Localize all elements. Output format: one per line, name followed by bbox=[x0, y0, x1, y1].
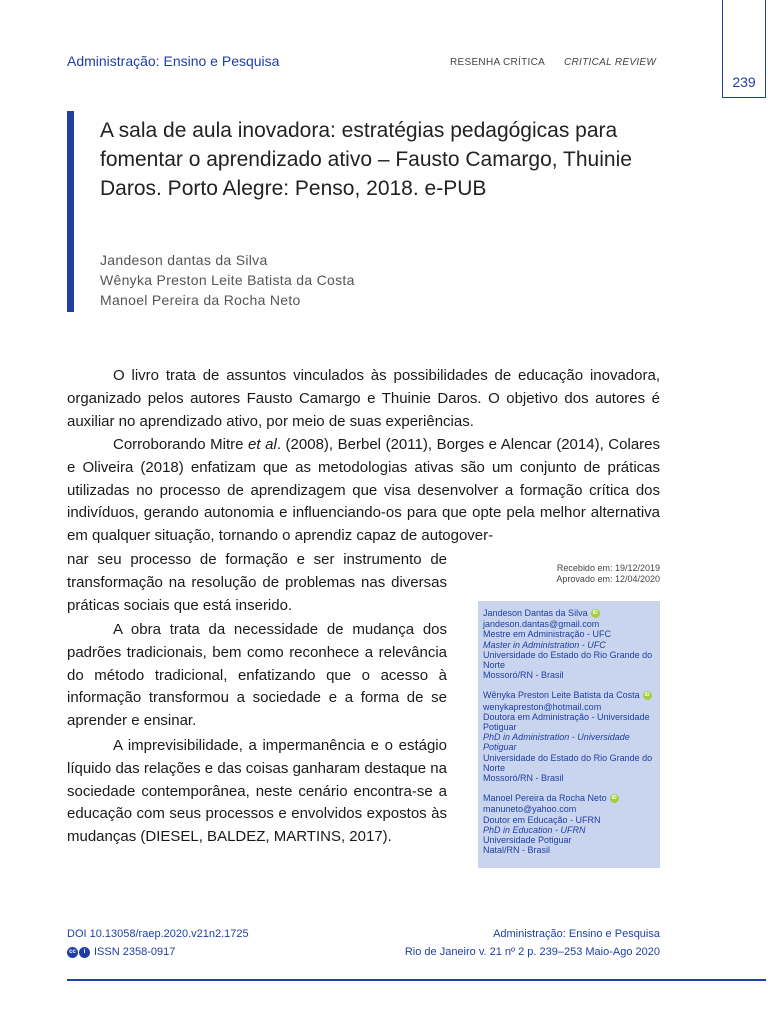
submission-dates bbox=[500, 563, 660, 585]
author-institution: Universidade Potiguar bbox=[483, 835, 572, 846]
author-city: Natal/RN - Brasil bbox=[483, 845, 551, 856]
author-info-name bbox=[483, 793, 654, 803]
paragraph-1: O livro trata de assuntos vinculados às possibilidades de educação inovadora, organizado pelos autores Fausto Camargo e Thuinie Daros. O objetivo dos autores é auxiliar no aprendizado ativo, por meio de suas experiências. bbox=[67, 367, 660, 430]
page-number-box bbox=[722, 0, 766, 98]
author-info-name-text: Jandeson Dantas da Silva bbox=[483, 608, 588, 618]
orcid-icon[interactable]: iD bbox=[611, 795, 617, 802]
author-name: Manoel Pereira da Rocha Neto bbox=[100, 292, 301, 308]
license-icons[interactable] bbox=[67, 947, 90, 958]
author-degree-en: PhD in Administration - Universidade Potiguar bbox=[483, 732, 630, 753]
author-degree: Doutora em Administração - Universidade Potiguar bbox=[483, 711, 650, 733]
issn-line bbox=[67, 946, 175, 958]
author-degree-en: Master in Administration - UFC bbox=[483, 639, 606, 650]
section-label-en: CRITICAL REVIEW bbox=[564, 57, 657, 68]
paragraph-2-text: Corroborando Mitre bbox=[113, 436, 249, 453]
author-info-name-text: Manoel Pereira da Rocha Neto bbox=[483, 793, 607, 804]
author-degree-en: PhD in Education - UFRN bbox=[483, 824, 586, 835]
orcid-icon[interactable]: iD bbox=[592, 610, 598, 616]
journal-name: Administração: Ensino e Pesquisa bbox=[67, 53, 280, 69]
paragraph-4: A imprevisibilidade, a impermanência e o estágio líquido das relações e das coisas ganharam destaque na sociedade contemporânea, neste cenário encontra-se a educação com seus processos e envolvidos expostos às mudanças (DIESEL, BALDEZ, MARTINS, 2017). bbox=[67, 737, 447, 846]
author-list bbox=[100, 250, 355, 310]
author-institution: Universidade do Estado do Rio Grande do Norte bbox=[483, 752, 653, 773]
author-info-name bbox=[483, 690, 654, 700]
footer-issue-info: Rio de Janeiro v. 21 nº 2 p. 239–253 Maio-Ago 2020 bbox=[404, 946, 660, 958]
paragraph-2-text: . (2008), Berbel (2011), Borges e Alencar (2014), Colares e Oliveira (2018) enfatizam que as metodologias ativas são um conjunto de práticas utilizadas no processo de aprendizagem que visa desenvolver a formação crítica dos indivíduos, gerando autonomia e influenciando-os para que opte pela melhor alternativa em qualquer situação, tornando o aprendiz capaz de autogover- bbox=[67, 436, 660, 545]
author-city: Mossoró/RN - Brasil bbox=[483, 670, 564, 681]
cc-icon: cc bbox=[67, 947, 78, 958]
footer-rule bbox=[67, 979, 766, 981]
paragraph-3: A obra trata da necessidade de mudança dos padrões tradicionais, bem como reconhece a relevância do método tradicional, enfatizando que o acesso à informação transformou a sociedade e a forma de se aprender e ensinar. bbox=[67, 621, 447, 730]
section-label-pt: RESENHA CRÍTICA bbox=[450, 57, 546, 68]
author-info-box bbox=[478, 601, 660, 868]
author-degree: Doutor em Educação - UFRN bbox=[483, 814, 601, 825]
author-info-name-text: Wênyka Preston Leite Batista da Costa bbox=[483, 690, 640, 701]
author-degree: Mestre em Administração - UFC bbox=[483, 629, 612, 640]
received-date: Recebido em: 19/12/2019 bbox=[556, 563, 660, 573]
issn-text: ISSN 2358-0917 bbox=[94, 946, 176, 958]
approved-date: Aprovado em: 12/04/2020 bbox=[556, 574, 660, 584]
author-name: Wênyka Preston Leite Batista da Costa bbox=[100, 272, 355, 288]
page-number: 239 bbox=[732, 74, 756, 90]
paragraph-2 bbox=[67, 434, 660, 548]
paragraph-2-continued: nar seu processo de formação e ser instrumento de transformação na resolução de problemas nas diversas práticas sociais que está inserido. bbox=[67, 551, 447, 614]
orcid-icon[interactable]: iD bbox=[644, 692, 650, 699]
footer-journal-name: Administração: Ensino e Pesquisa bbox=[493, 928, 660, 940]
title-accent-bar bbox=[67, 111, 74, 312]
doi-link[interactable]: DOI 10.13058/raep.2020.v21n2.1725 bbox=[67, 928, 249, 940]
author-city: Mossoró/RN - Brasil bbox=[483, 773, 564, 784]
author-email[interactable]: jandeson.dantas@gmail.com bbox=[483, 619, 600, 630]
author-name: Jandeson dantas da Silva bbox=[100, 252, 268, 268]
author-email[interactable]: manuneto@yahoo.com bbox=[483, 804, 577, 815]
article-title: A sala de aula inovadora: estratégias pedagógicas para fomentar o aprendizado ativo – Fausto Camargo, Thuinie Daros. Porto Alegre: Penso, 2018. e-PUB bbox=[100, 119, 632, 200]
author-email[interactable]: wenykapreston@hotmail.com bbox=[483, 701, 602, 712]
by-icon: i bbox=[79, 947, 90, 958]
author-institution: Universidade do Estado do Rio Grande do Norte bbox=[483, 649, 653, 671]
author-info-name bbox=[483, 608, 654, 618]
et-al: et al bbox=[248, 436, 277, 453]
